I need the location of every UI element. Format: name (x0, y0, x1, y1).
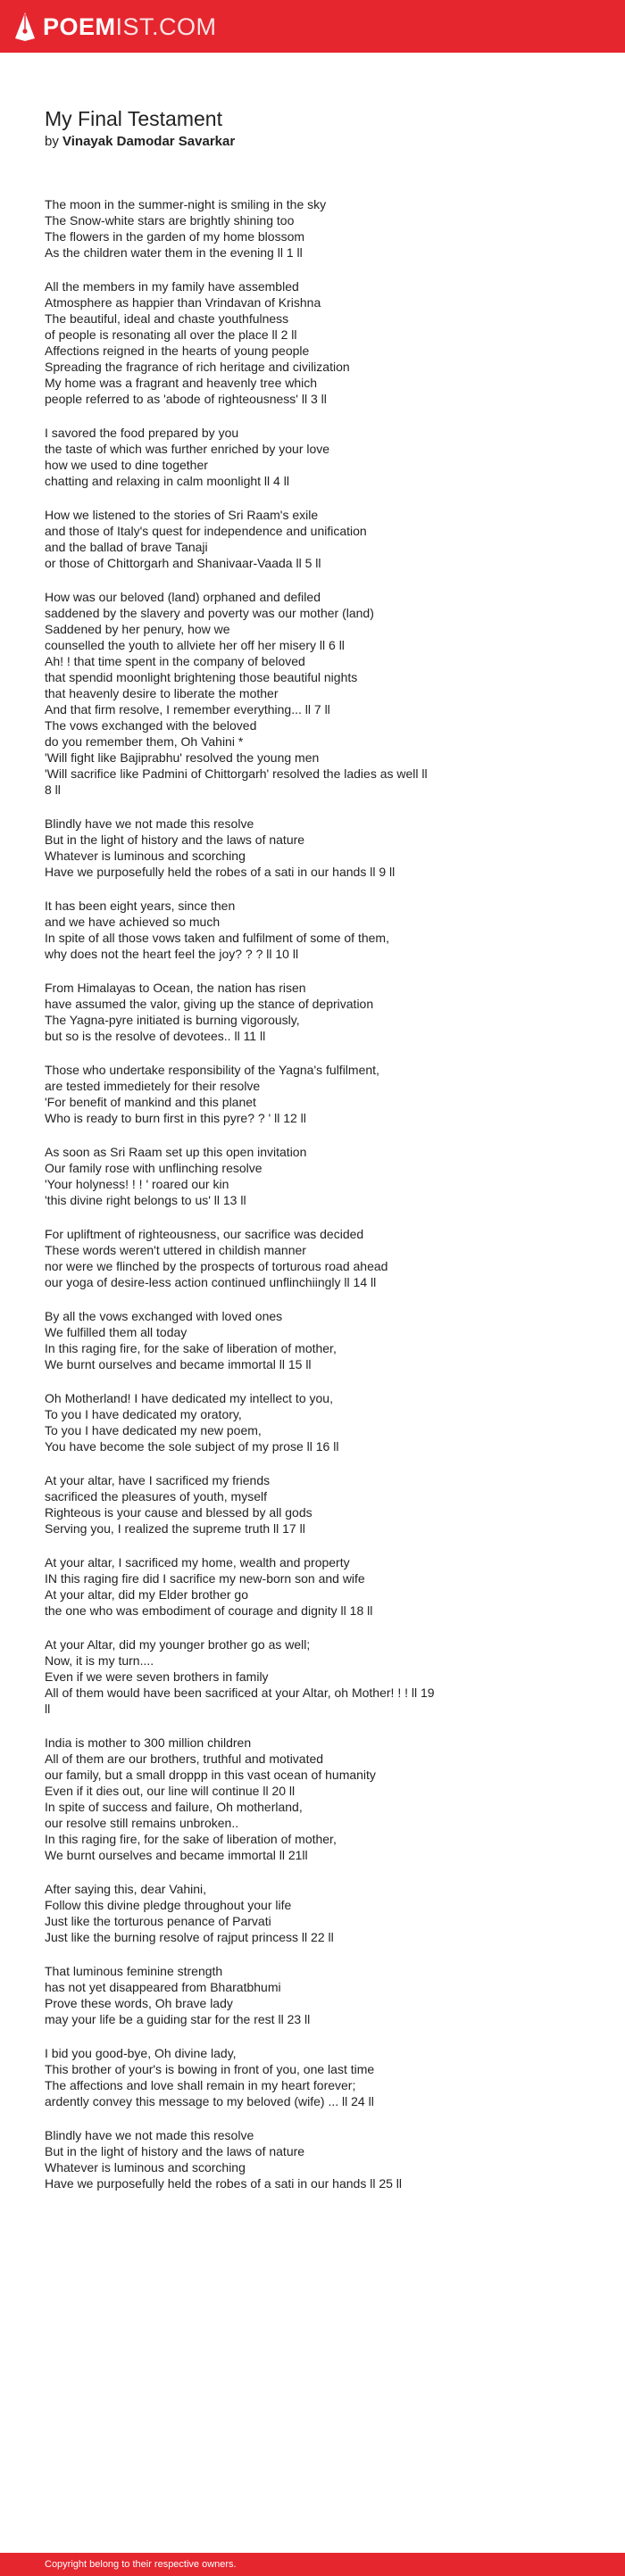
poem-line: But in the light of history and the laws of nature (45, 832, 305, 847)
poem-line: We burnt ourselves and became immortal ll 21ll (45, 1848, 308, 1862)
poem-line: do you remember them, Oh Vahini * (45, 734, 244, 749)
poem-line: In spite of all those vows taken and fulfilment of some of them, (45, 931, 389, 945)
poem-stanza (45, 196, 482, 261)
poem-line: Righteous is your cause and blessed by all gods (45, 1505, 312, 1520)
poem-line: India is mother to 300 million children (45, 1735, 252, 1750)
site-header (0, 0, 625, 53)
poem-line: After saying this, dear Vahini, (45, 1882, 207, 1896)
poem-stanza (45, 1226, 482, 1290)
poem-line: our resolve still remains unbroken.. (45, 1816, 239, 1830)
poem-line: It has been eight years, since then (45, 899, 236, 913)
poem-line: Whatever is luminous and scorching (45, 2160, 246, 2174)
site-footer (0, 2553, 625, 2576)
poem-line: At your altar, have I sacrificed my friends (45, 1473, 271, 1487)
poem-line: As soon as Sri Raam set up this open invitation (45, 1145, 307, 1159)
logo-regular-part: IST.COM (115, 13, 217, 40)
poem-stanza (45, 980, 482, 1044)
poem-line: IN this raging fire did I sacrifice my new-born son and wife (45, 1571, 365, 1586)
poem-line: Just like the burning resolve of rajput princess ll 22 ll (45, 1930, 334, 1944)
poem-line: but so is the resolve of devotees.. ll 11 ll (45, 1029, 266, 1043)
poem-line: To you I have dedicated my new poem, (45, 1423, 262, 1437)
poem-stanza (45, 1881, 482, 1945)
poem-body (45, 196, 482, 2209)
poem-line: Serving you, I realized the supreme truth ll 17 ll (45, 1521, 305, 1536)
poem-line: have assumed the valor, giving up the stance of deprivation (45, 997, 374, 1011)
poem-line: From Himalayas to Ocean, the nation has risen (45, 981, 306, 995)
poem-line: The affections and love shall remain in my heart forever; (45, 2078, 356, 2092)
poem-line: But in the light of history and the laws of nature (45, 2144, 305, 2158)
poem-line: Have we purposefully held the robes of a sati in our hands ll 25 ll (45, 2176, 403, 2191)
poem-line: Oh Motherland! I have dedicated my intellect to you, (45, 1391, 333, 1405)
poem-stanza (45, 425, 482, 489)
by-label: by (45, 134, 59, 149)
poem-line: Just like the torturous penance of Parvati (45, 1914, 271, 1928)
poem-line: For upliftment of righteousness, our sacrifice was decided (45, 1227, 364, 1241)
poem-line: or those of Chittorgarh and Shanivaar-Vaada ll 5 ll (45, 556, 321, 570)
poem-line: chatting and relaxing in calm moonlight ll 4 ll (45, 474, 289, 488)
poem-line: the one who was embodiment of courage and dignity ll 18 ll (45, 1603, 373, 1618)
poem-line: All of them would have been sacrificed at your Altar, oh Mother! ! ! ll 19 (45, 1686, 435, 1700)
poem-line: ll (45, 1702, 51, 1716)
poem-stanza (45, 1472, 482, 1536)
poem-line: ardently convey this message to my beloved (wife) ... ll 24 ll (45, 2094, 374, 2108)
poem-stanza (45, 2127, 482, 2191)
poem-line: Spreading the fragrance of rich heritage and civilization (45, 360, 350, 374)
poem-line: counselled the youth to allviete her off her misery ll 6 ll (45, 638, 345, 652)
poem-line: In this raging fire, for the sake of liberation of mother, (45, 1832, 337, 1846)
poem-line: This brother of your's is bowing in front of you, one last time (45, 2062, 375, 2076)
poem-stanza (45, 589, 482, 798)
poem-line: nor were we flinched by the prospects of torturous road ahead (45, 1259, 388, 1273)
logo-bold-part: POEM (43, 13, 116, 40)
poem-line: We fulfilled them all today (45, 1325, 188, 1339)
poem-line: How we listened to the stories of Sri Raam's exile (45, 508, 319, 522)
poem-line: By all the vows exchanged with loved ones (45, 1309, 283, 1323)
poem-line: Our family rose with unflinching resolve (45, 1161, 262, 1175)
poem-stanza (45, 1390, 482, 1454)
poem-title: My Final Testament (45, 107, 222, 130)
poem-stanza (45, 1554, 482, 1619)
poem-line: why does not the heart feel the joy? ? ? ll 10 ll (45, 947, 299, 961)
poem-stanza (45, 1735, 482, 1863)
poem-line: Prove these words, Oh brave lady (45, 1996, 233, 2010)
poem-line: people referred to as 'abode of righteousness' ll 3 ll (45, 392, 327, 406)
poem-line: At your altar, I sacrificed my home, wealth and property (45, 1555, 350, 1570)
poem-line: Blindly have we not made this resolve (45, 816, 254, 831)
poem-line: that spendid moonlight brightening those beautiful nights (45, 670, 358, 684)
poem-stanza (45, 1308, 482, 1372)
poem-line: of people is resonating all over the place ll 2 ll (45, 327, 297, 342)
poem-line: that heavenly desire to liberate the mother (45, 686, 279, 700)
poem-stanza (45, 1144, 482, 1208)
poem-line: At your Altar, did my younger brother go as well; (45, 1637, 311, 1652)
poem-line: That luminous feminine strength (45, 1964, 223, 1978)
poem-line: has not yet disappeared from Bharatbhumi (45, 1980, 281, 1994)
poem-line: and the ballad of brave Tanaji (45, 540, 208, 554)
poem-stanza (45, 507, 482, 571)
poem-line: how we used to dine together (45, 458, 208, 472)
site-logo-link[interactable] (14, 11, 217, 43)
poem-stanza (45, 1963, 482, 2027)
poem-line: Blindly have we not made this resolve (45, 2128, 254, 2142)
poem-line: At your altar, did my Elder brother go (45, 1587, 248, 1602)
poem-line: The Yagna-pyre initiated is burning vigorously, (45, 1013, 300, 1027)
poem-line: These words weren't uttered in childish manner (45, 1243, 306, 1257)
poem-line: 8 ll (45, 783, 61, 797)
poem-line: Who is ready to burn first in this pyre? ? ' ll 12 ll (45, 1111, 306, 1125)
poem-stanza (45, 898, 482, 962)
poem-line: our yoga of desire-less action continued unflinchiingly ll 14 ll (45, 1275, 377, 1289)
poem-line: Affections reigned in the hearts of young people (45, 344, 310, 358)
poem-line: I bid you good-bye, Oh divine lady, (45, 2046, 237, 2060)
poem-line: the taste of which was further enriched by your love (45, 442, 330, 456)
poem-line: The vows exchanged with the beloved (45, 718, 257, 733)
poem-line: 'Will sacrifice like Padmini of Chittorgarh' resolved the ladies as well ll (45, 766, 428, 781)
poem-line: In this raging fire, for the sake of liberation of mother, (45, 1341, 337, 1355)
poem-line: The flowers in the garden of my home blossom (45, 229, 305, 244)
poem-line: And that firm resolve, I remember everything... ll 7 ll (45, 702, 330, 716)
poem-line: All the members in my family have assembled (45, 279, 299, 294)
poem-line: Ah! ! that time spent in the company of beloved (45, 654, 305, 668)
poem-line: 'For benefit of mankind and this planet (45, 1095, 256, 1109)
poem-line: All of them are our brothers, truthful and motivated (45, 1752, 324, 1766)
poem-line: 'Your holyness! ! ! ' roared our kin (45, 1177, 229, 1191)
poem-line: The moon in the summer-night is smiling in the sky (45, 197, 327, 211)
author-link[interactable]: Vinayak Damodar Savarkar (62, 134, 236, 149)
poem-line: In spite of success and failure, Oh motherland, (45, 1800, 303, 1814)
poem-line: Even if it dies out, our line will continue ll 20 ll (45, 1784, 296, 1798)
poem-line: Atmosphere as happier than Vrindavan of Krishna (45, 295, 321, 310)
poem-line: are tested immedietely for their resolve (45, 1079, 261, 1093)
poem-line: Follow this divine pledge throughout your life (45, 1898, 292, 1912)
poem-line: Whatever is luminous and scorching (45, 849, 246, 863)
poem-line: Now, it is my turn.... (45, 1653, 154, 1668)
poem-line: The Snow-white stars are brightly shining too (45, 213, 295, 228)
poem-stanza (45, 278, 482, 407)
poem-line: Have we purposefully held the robes of a sati in our hands ll 9 ll (45, 865, 396, 879)
poem-line: our family, but a small droppp in this vast ocean of humanity (45, 1768, 376, 1782)
poem-line: How was our beloved (land) orphaned and defiled (45, 590, 321, 604)
poem-line: Those who undertake responsibility of the Yagna's fulfilment, (45, 1063, 379, 1077)
poem-line: saddened by the slavery and poverty was our mother (land) (45, 606, 374, 620)
poem-line: and those of Italy's quest for independence and unification (45, 524, 367, 538)
copyright-notice: Copyright belong to their respective owners. (45, 2559, 237, 2570)
poem-line: sacrificed the pleasures of youth, myself (45, 1489, 268, 1503)
pen-nib-icon (14, 12, 36, 42)
poem-stanza (45, 816, 482, 880)
poem-line: Even if we were seven brothers in family (45, 1669, 269, 1684)
poem-line: The beautiful, ideal and chaste youthfulness (45, 311, 289, 326)
poem-line: I savored the food prepared by you (45, 426, 239, 440)
poem-line: You have become the sole subject of my prose ll 16 ll (45, 1439, 339, 1454)
poem-line: 'Will fight like Bajiprabhu' resolved the young men (45, 750, 320, 765)
poem-line: may your life be a guiding star for the rest ll 23 ll (45, 2012, 311, 2026)
site-logo-text (43, 11, 217, 43)
poem-line: and we have achieved so much (45, 915, 221, 929)
poem-stanza (45, 1062, 482, 1126)
poem-line: To you I have dedicated my oratory, (45, 1407, 242, 1421)
byline (45, 133, 235, 151)
poem-line: Saddened by her penury, how we (45, 622, 230, 636)
poem-line: We burnt ourselves and became immortal ll 15 ll (45, 1357, 312, 1371)
poem-line: 'this divine right belongs to us' ll 13 ll (45, 1193, 246, 1207)
poem-stanza (45, 2045, 482, 2109)
poem-line: My home was a fragrant and heavenly tree which (45, 376, 318, 390)
poem-line: As the children water them in the evening ll 1 ll (45, 245, 303, 260)
poem-stanza (45, 1636, 482, 1717)
